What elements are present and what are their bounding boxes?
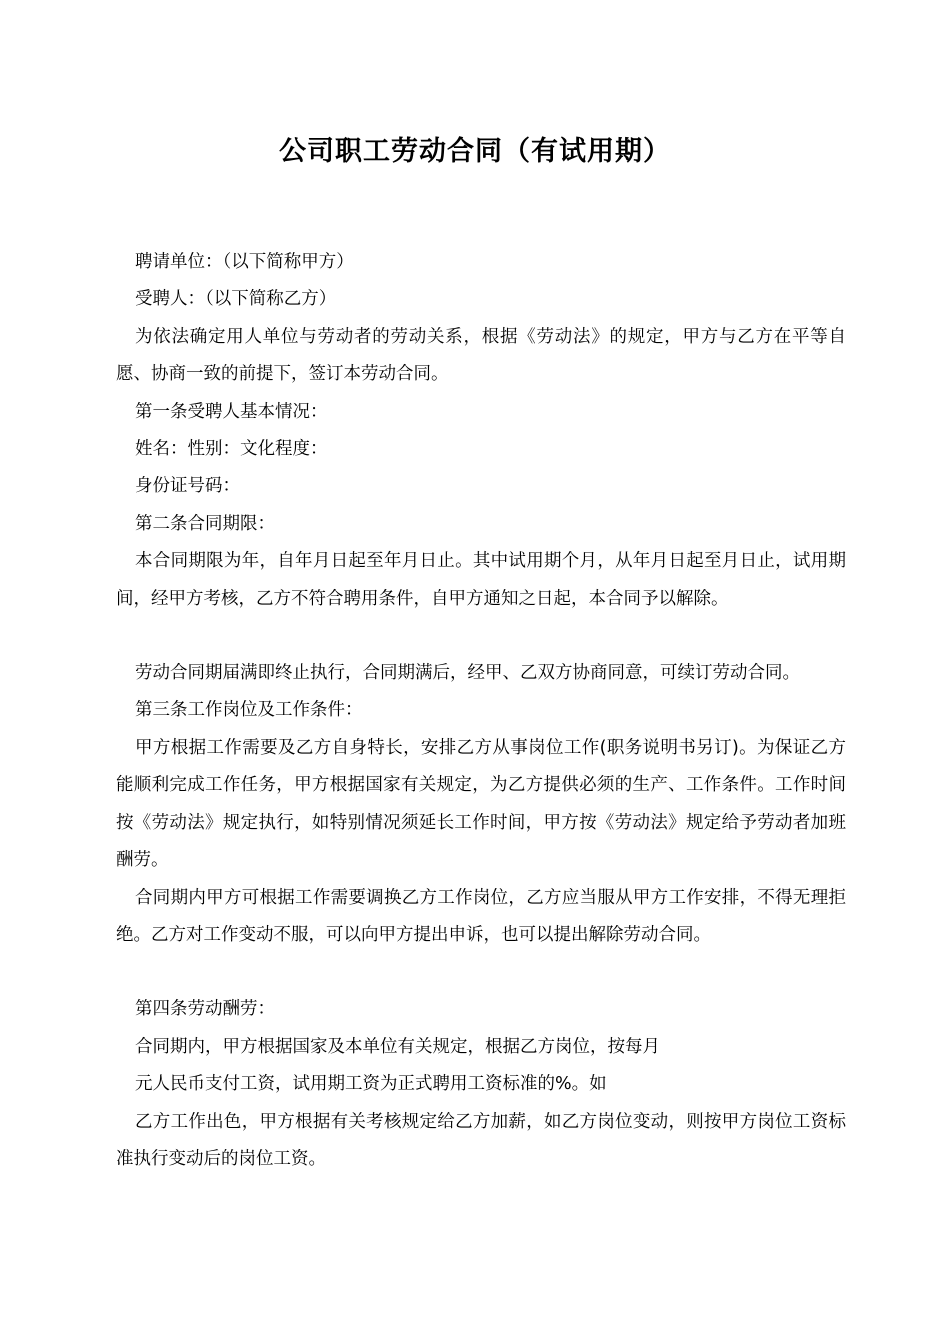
paragraph-spacer <box>116 954 846 991</box>
paragraph-id-number: 身份证号码： <box>135 476 240 497</box>
article-4-heading: 第四条劳动酬劳： <box>135 999 275 1020</box>
paragraph-employee: 受聘人：（以下简称乙方） <box>135 289 337 310</box>
article-3-heading: 第三条工作岗位及工作条件： <box>135 700 363 721</box>
document-title: 公司职工劳动合同（有试用期） <box>279 136 671 167</box>
paragraph-spacer <box>116 618 846 655</box>
paragraph-probation-pay: 元人民币支付工资，试用期工资为正式聘用工资标准的%。如 <box>135 1074 607 1095</box>
paragraph-name-gender-education: 姓名：性别：文化程度： <box>135 439 328 460</box>
paragraph-contract-term: 本合同期限为年，自年月日起至年月日止。其中试用期个月，从年月日起至月日止，试用期间，经甲方考核，乙方不符合聘用条件，自甲方通知之日起，本合同予以解除。 <box>116 551 846 609</box>
paragraph-job-transfer: 合同期内甲方可根据工作需要调换乙方工作岗位，乙方应当服从甲方工作安排，不得无理拒绝。乙方对工作变动不服，可以向甲方提出申诉，也可以提出解除劳动合同。 <box>116 887 846 945</box>
paragraph-contract-expiry: 劳动合同期届满即终止执行，合同期满后，经甲、乙双方协商同意，可续订劳动合同。 <box>135 663 800 684</box>
paragraph-job-position: 甲方根据工作需要及乙方自身特长，安排乙方从事岗位工作(职务说明书另订)。为保证乙方能顺利完成工作任务，甲方根据国家有关规定，为乙方提供必须的生产、工作条件。工作时间按《劳动法》规定执行，如特别情况须延长工作时间，甲方按《劳动法》规定给予劳动者加班酬劳。 <box>116 737 846 871</box>
paragraph-raise: 乙方工作出色，甲方根据有关考核规定给乙方加薪，如乙方岗位变动，则按甲方岗位工资标准执行变动后的岗位工资。 <box>116 1111 846 1169</box>
paragraph-preamble: 为依法确定用人单位与劳动者的劳动关系，根据《劳动法》的规定，甲方与乙方在平等自愿、协商一致的前提下，签订本劳动合同。 <box>116 326 846 385</box>
article-2-heading: 第二条合同期限： <box>135 513 275 534</box>
paragraph-monthly-pay: 合同期内，甲方根据国家及本单位有关规定，根据乙方岗位，按每月 <box>135 1036 660 1057</box>
document-body <box>116 244 846 1178</box>
article-1-heading: 第一条受聘人基本情况： <box>135 401 328 422</box>
paragraph-employer: 聘请单位：（以下简称甲方） <box>135 252 354 272</box>
